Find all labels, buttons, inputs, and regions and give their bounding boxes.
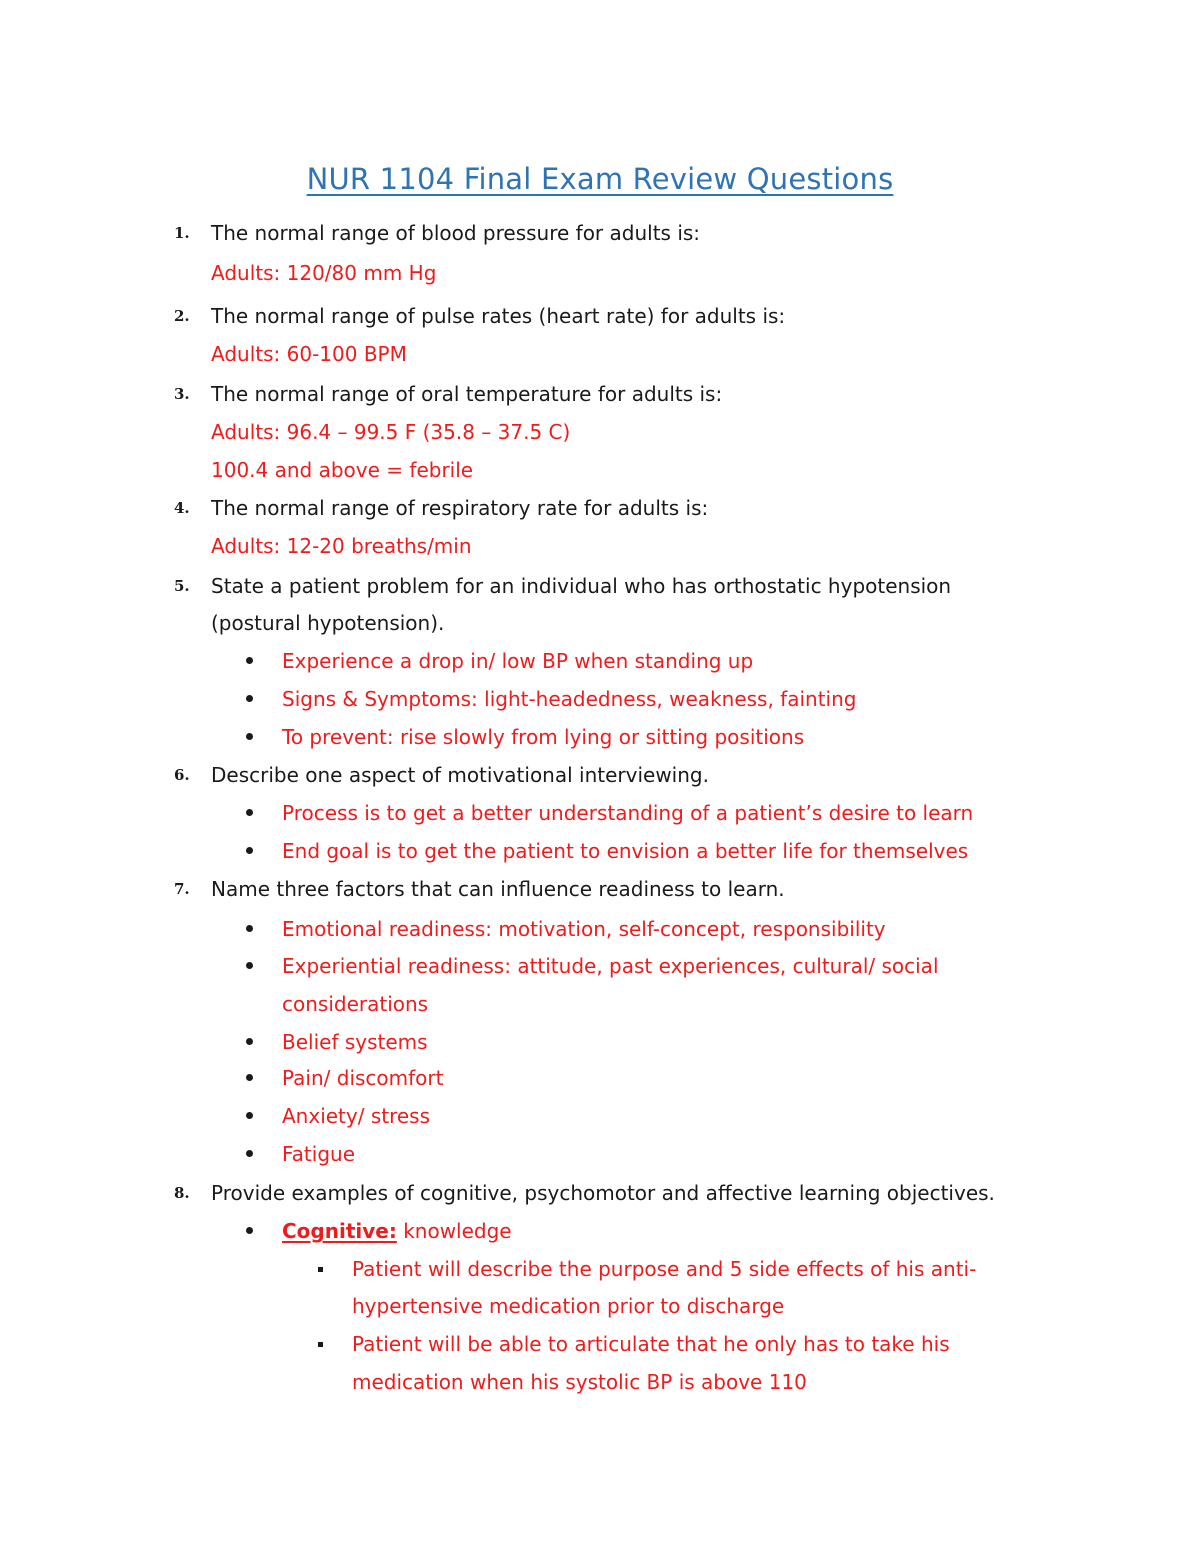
question-number: 5.	[174, 577, 190, 595]
bullet-icon	[246, 733, 253, 740]
bullet-text: End goal is to get the patient to envision a better life for themselves	[282, 839, 969, 863]
question-text: The normal range of respiratory rate for adults is:	[211, 496, 709, 520]
sub-bullet-text-continued: hypertensive medication prior to discharge	[352, 1294, 785, 1318]
question-text: Provide examples of cognitive, psychomotor and affective learning objectives.	[211, 1181, 995, 1205]
answer-text: Adults: 120/80 mm Hg	[211, 261, 437, 285]
bullet-text	[282, 1217, 512, 1245]
question-text: The normal range of blood pressure for adults is:	[211, 221, 701, 245]
bullet-text: Process is to get a better understanding of a patient’s desire to learn	[282, 801, 974, 825]
answer-text: Adults: 12-20 breaths/min	[211, 534, 472, 558]
bullet-text: Pain/ discomfort	[282, 1066, 444, 1090]
bullet-text: Experience a drop in/ low BP when standing up	[282, 649, 754, 673]
bullet-icon	[246, 1150, 253, 1157]
bullet-icon	[246, 962, 253, 969]
bullet-text: Anxiety/ stress	[282, 1104, 431, 1128]
bullet-icon	[246, 847, 253, 854]
question-number: 7.	[174, 880, 190, 898]
square-bullet-icon	[318, 1342, 323, 1347]
square-bullet-icon	[318, 1267, 323, 1272]
bullet-text: Signs & Symptoms: light-headedness, weakness, fainting	[282, 687, 857, 711]
bullet-text: Belief systems	[282, 1030, 428, 1054]
question-number: 4.	[174, 499, 190, 517]
sub-bullet-text: Patient will describe the purpose and 5 side effects of his anti-	[352, 1257, 977, 1281]
bullet-icon	[246, 1227, 253, 1234]
question-number: 2.	[174, 307, 190, 325]
sub-bullet-text-continued: medication when his systolic BP is above 110	[352, 1370, 807, 1394]
question-text: Describe one aspect of motivational interviewing.	[211, 763, 709, 787]
question-text: State a patient problem for an individual who has orthostatic hypotension	[211, 574, 952, 598]
question-text: The normal range of pulse rates (heart rate) for adults is:	[211, 304, 786, 328]
bullet-text-continued: considerations	[282, 992, 429, 1016]
bullet-text: Experiential readiness: attitude, past experiences, cultural/ social	[282, 954, 939, 978]
bullet-icon	[246, 925, 253, 932]
answer-text: Adults: 60-100 BPM	[211, 342, 407, 366]
sub-bullet-text: Patient will be able to articulate that he only has to take his	[352, 1332, 950, 1356]
cognitive-text: knowledge	[396, 1219, 512, 1243]
bullet-icon	[246, 657, 253, 664]
question-number: 6.	[174, 766, 190, 784]
question-number: 1.	[174, 224, 190, 242]
bullet-icon	[246, 1112, 253, 1119]
cognitive-label: Cognitive:	[282, 1219, 397, 1243]
page-title-text: NUR 1104 Final Exam Review Questions	[306, 162, 894, 196]
bullet-icon	[246, 809, 253, 816]
question-text: The normal range of oral temperature for adults is:	[211, 382, 723, 406]
bullet-icon	[246, 695, 253, 702]
answer-text: 100.4 and above = febrile	[211, 458, 474, 482]
question-text: Name three factors that can influence readiness to learn.	[211, 877, 785, 901]
bullet-icon	[246, 1074, 253, 1081]
bullet-text: To prevent: rise slowly from lying or sitting positions	[282, 725, 805, 749]
bullet-text: Fatigue	[282, 1142, 355, 1166]
question-number: 8.	[174, 1184, 190, 1202]
question-text-continued: (postural hypotension).	[211, 611, 445, 635]
bullet-icon	[246, 1038, 253, 1045]
page-title	[0, 162, 1200, 196]
bullet-text: Emotional readiness: motivation, self-concept, responsibility	[282, 917, 886, 941]
answer-text: Adults: 96.4 – 99.5 F (35.8 – 37.5 C)	[211, 420, 571, 444]
question-number: 3.	[174, 385, 190, 403]
